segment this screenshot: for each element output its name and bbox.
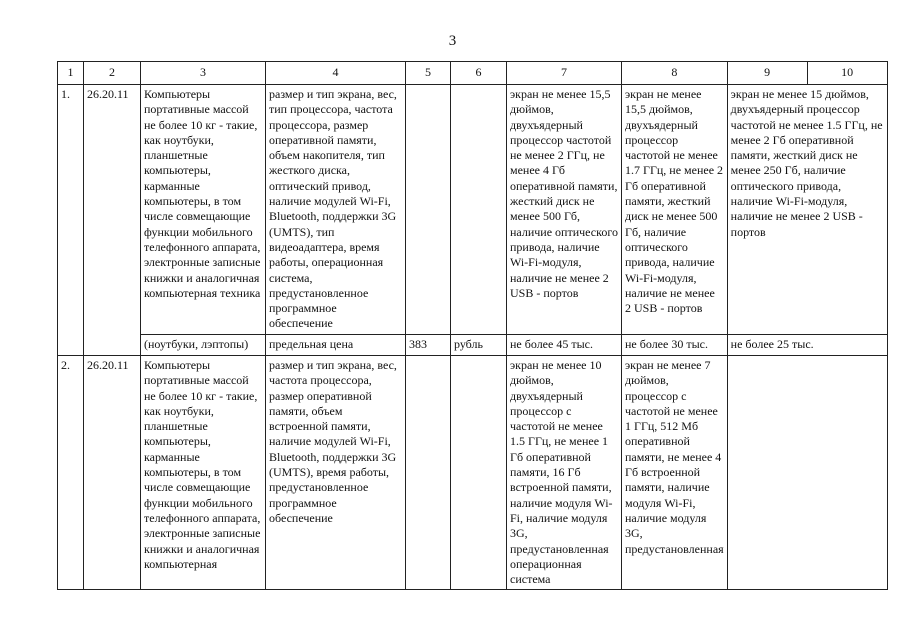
okpd-code: 26.20.11 xyxy=(84,356,141,590)
header-row xyxy=(58,62,888,85)
item-name: Компьютеры портативные массой не более 10 кг - такие, как ноутбуки, планшетные компьютеры, карманные компьютеры, в том числе совмещающие функции мобильного телефонного аппарата, электронные записные книжки и аналогичная компьютерная техника xyxy=(141,85,266,335)
requirements-table xyxy=(57,61,888,590)
unit-code: 383 xyxy=(406,335,451,356)
requirement-col8: экран не менее 15,5 дюймов, двухъядерный процессор частотой не менее 1.7 ГГц, не менее 2 Гб оперативной памяти, жесткий диск не менее 500 Гб, наличие оптического привода, наличие Wi-Fi-модуля, наличие не менее 2 USB - портов xyxy=(622,85,728,335)
table-row xyxy=(58,85,888,335)
header-cell: 7 xyxy=(507,62,622,85)
unit-cell xyxy=(451,356,507,590)
table-row xyxy=(58,356,888,590)
header-cell: 8 xyxy=(622,62,728,85)
requirement-col9-10 xyxy=(727,356,887,590)
row-number: 2. xyxy=(58,356,84,590)
header-cell: 5 xyxy=(406,62,451,85)
header-cell: 4 xyxy=(266,62,406,85)
page-number: 3 xyxy=(448,33,457,49)
requirement-col7: экран не менее 15,5 дюймов, двухъядерный процессор частотой не менее 2 ГГц, не менее 4 Гб оперативной памяти, жесткий диск не менее 500 Гб, наличие оптического привода, наличие Wi-Fi-модуля, наличие не менее 2 USB - портов xyxy=(507,85,622,335)
characteristics: размер и тип экрана, вес, тип процессора, частота процессора, размер оперативной памяти, объем накопителя, тип жесткого диска, оптический привод, наличие модулей Wi-Fi, Bluetooth, поддержки 3G (UMTS), тип видеоадаптера, время работы, операционная система, предустановленное программное обеспечение xyxy=(266,85,406,335)
item-name: Компьютеры портативные массой не более 10 кг - такие, как ноутбуки, планшетные компьютеры, карманные компьютеры, в том числе совмещающие функции мобильного телефонного аппарата, электронные записные книжки и аналогичная компьютерная xyxy=(141,356,266,590)
requirement-col9-10: экран не менее 15 дюймов, двухъядерный процессор частотой не менее 1.5 ГГц, не менее 2 Гб оперативной памяти, жесткий диск не менее 250 Гб, наличие оптического привода, наличие Wi-Fi-модуля, наличие не менее 2 USB - портов xyxy=(727,85,887,335)
requirement-col8: экран не менее 7 дюймов, процессор с частотой не менее 1 ГГц, 512 Мб оперативной памяти, не менее 4 Гб встроенной памяти, наличие модуля Wi-Fi, наличие модуля 3G, предустановленная xyxy=(622,356,728,590)
header-cell: 6 xyxy=(451,62,507,85)
price-col7: не более 45 тыс. xyxy=(507,335,622,356)
unit-code-cell xyxy=(406,356,451,590)
unit: рубль xyxy=(451,335,507,356)
characteristic: предельная цена xyxy=(266,335,406,356)
unit-code-cell xyxy=(406,85,451,335)
header-cell: 1 xyxy=(58,62,84,85)
okpd-code: 26.20.11 xyxy=(84,85,141,356)
row-number: 1. xyxy=(58,85,84,356)
requirement-col7: экран не менее 10 дюймов, двухъядерный процессор с частотой не менее 1.5 ГГц, не менее 1 Гб оперативной памяти, 16 Гб встроенной памяти, наличие модуля Wi-Fi, наличие модуля 3G, предустановленная операционная система xyxy=(507,356,622,590)
header-cell: 10 xyxy=(807,62,887,85)
price-col8: не более 30 тыс. xyxy=(622,335,728,356)
price-col9-10: не более 25 тыс. xyxy=(727,335,887,356)
table-row xyxy=(58,335,888,356)
characteristics: размер и тип экрана, вес, частота процессора, размер оперативной памяти, объем встроенной памяти, наличие модулей Wi-Fi, Bluetooth, поддержки 3G (UMTS), время работы, предустановленное программное обеспечение xyxy=(266,356,406,590)
subtype: (ноутбуки, лэптопы) xyxy=(141,335,266,356)
unit-cell xyxy=(451,85,507,335)
header-cell: 3 xyxy=(141,62,266,85)
header-cell: 2 xyxy=(84,62,141,85)
header-cell: 9 xyxy=(727,62,807,85)
